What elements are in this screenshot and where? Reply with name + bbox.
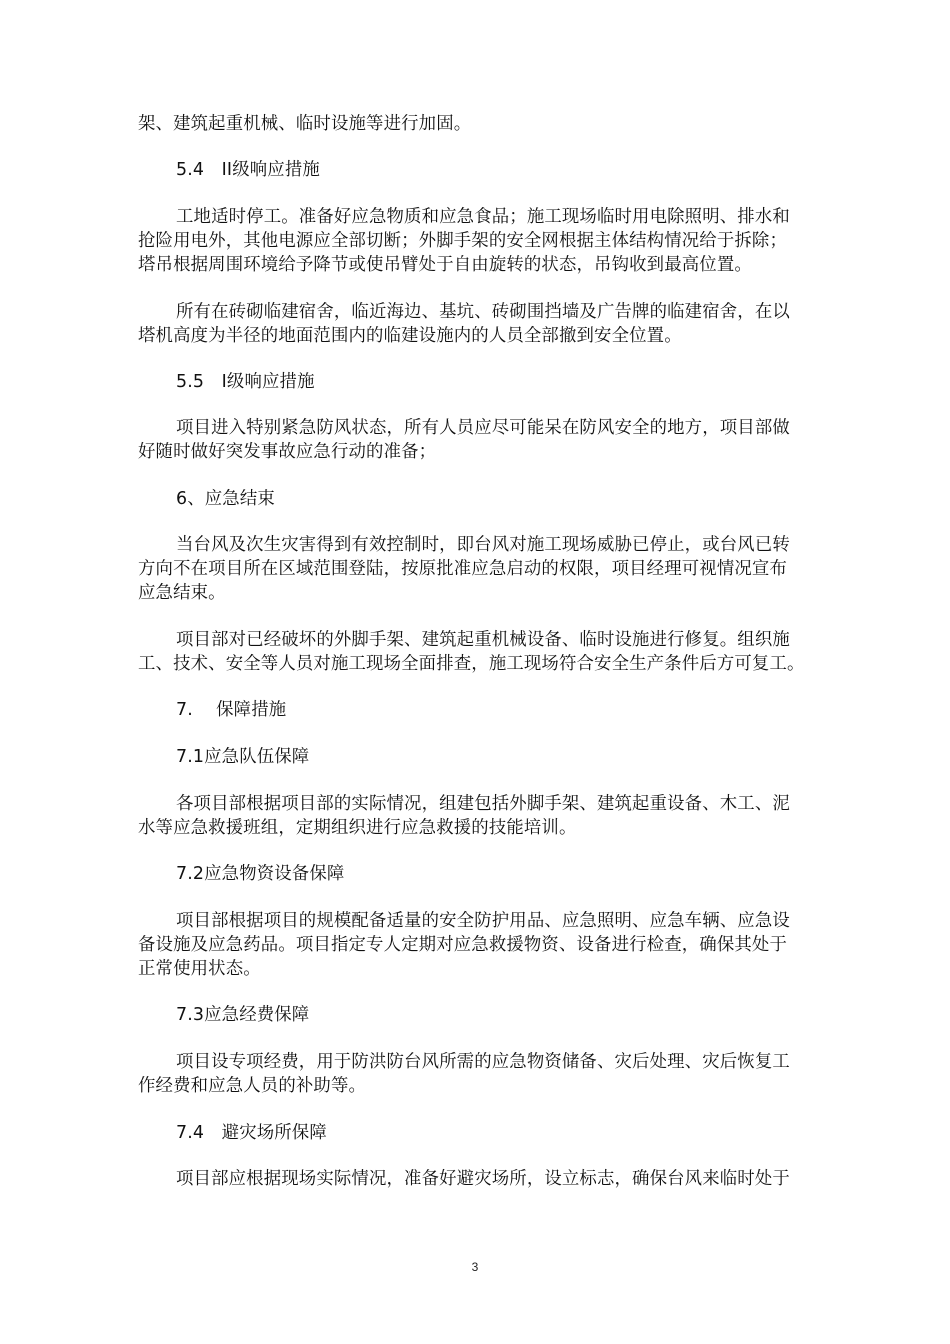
section-heading: 7. 保障措施 — [176, 700, 287, 720]
text-line: 项目部对已经破坏的外脚手架、建筑起重机械设备、临时设施进行修复。组织施 — [176, 630, 790, 650]
text-line: 项目设专项经费，用于防洪防台风所需的应急物资储备、灾后处理、灾后恢复工 — [176, 1052, 790, 1072]
text-line: 工、技术、安全等人员对施工现场全面排查，施工现场符合安全生产条件后方可复工。 — [138, 654, 805, 674]
text-line: 方向不在项目所在区域范围登陆，按原批准应急启动的权限，项目经理可视情况宣布 — [138, 559, 788, 579]
text-line: 好随时做好突发事故应急行动的准备； — [138, 442, 437, 462]
section-heading: 7.4 避灾场所保障 — [176, 1123, 327, 1143]
text-line: 备设施及应急药品。项目指定专人定期对应急救援物资、设备进行检查，确保其处于 — [138, 935, 788, 955]
text-line: 作经费和应急人员的补助等。 — [138, 1076, 367, 1096]
text-line: 项目进入特别紧急防风状态，所有人员应尽可能呆在防风安全的地方，项目部做 — [176, 418, 790, 438]
text-line: 抢险用电外，其他电源应全部切断；外脚手架的安全网根据主体结构情况给于拆除； — [138, 231, 788, 251]
text-line: 当台风及次生灾害得到有效控制时，即台风对施工现场威胁已停止，或台风已转 — [176, 535, 790, 555]
text-line: 正常使用状态。 — [138, 959, 261, 979]
text-line: 应急结束。 — [138, 583, 226, 603]
section-heading: 5.4 II级响应措施 — [176, 160, 320, 180]
text-line: 各项目部根据项目部的实际情况，组建包括外脚手架、建筑起重设备、木工、泥 — [176, 794, 790, 814]
section-heading: 7.3应急经费保障 — [176, 1005, 310, 1025]
text-line: 项目部应根据现场实际情况，准备好避灾场所，设立标志，确保台风来临时处于 — [176, 1169, 790, 1189]
section-heading: 7.1应急队伍保障 — [176, 747, 310, 767]
text-line: 工地适时停工。准备好应急物质和应急食品；施工现场临时用电除照明、排水和 — [176, 207, 790, 227]
section-heading: 7.2应急物资设备保障 — [176, 864, 345, 884]
text-line: 所有在砖砌临建宿舍，临近海边、基坑、砖砌围挡墙及广告牌的临建宿舍，在以 — [176, 302, 790, 322]
text-line: 塔机高度为半径的地面范围内的临建设施内的人员全部撤到安全位置。 — [138, 326, 682, 346]
section-heading: 6、应急结束 — [176, 489, 275, 509]
page-number: 3 — [471, 1260, 479, 1274]
text-line: 架、建筑起重机械、临时设施等进行加固。 — [138, 114, 472, 134]
text-line: 塔吊根据周围环境给予降节或使吊臂处于自由旋转的状态，吊钩收到最高位置。 — [138, 255, 752, 275]
text-line: 项目部根据项目的规模配备适量的安全防护用品、应急照明、应急车辆、应急设 — [176, 911, 790, 931]
section-heading: 5.5 I级响应措施 — [176, 372, 315, 392]
text-line: 水等应急救援班组，定期组织进行应急救援的技能培训。 — [138, 818, 577, 838]
